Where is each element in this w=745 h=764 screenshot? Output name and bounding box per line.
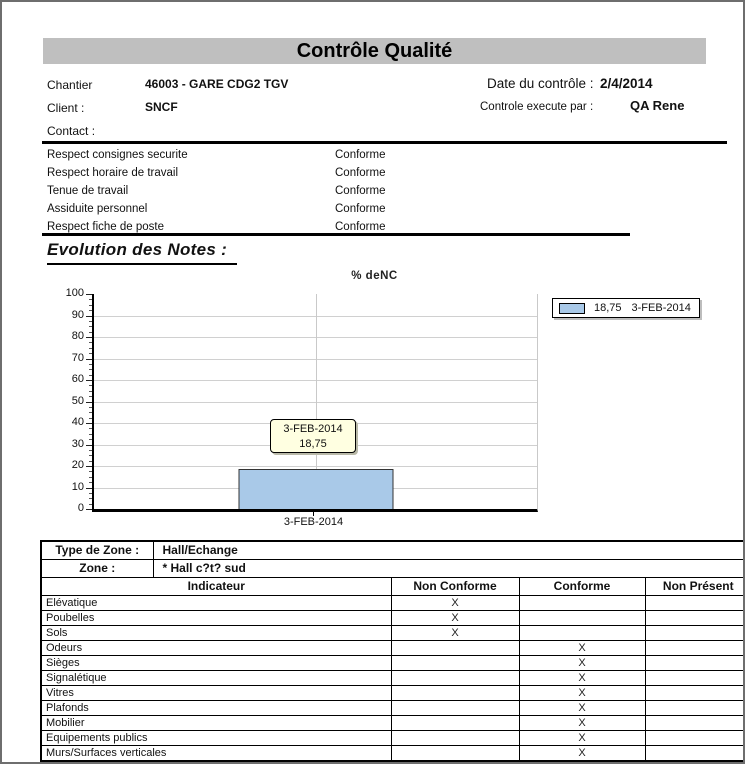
mark-cell-non-conforme: X — [391, 610, 519, 625]
separator-checklist — [42, 233, 630, 236]
table-row — [41, 640, 745, 655]
mark-cell-non-conforme — [391, 655, 519, 670]
mark-cell-non-conforme — [391, 670, 519, 685]
zone-type-row — [41, 541, 745, 559]
zone-name-value: * Hall c?t? sud — [153, 559, 745, 577]
y-major-tick — [86, 509, 92, 510]
col-non-present: Non Présent — [645, 577, 745, 595]
y-minor-tick — [89, 412, 92, 413]
mark-cell-non-present — [645, 730, 745, 745]
mark-cell-conforme: X — [519, 655, 645, 670]
legend-category: 3-FEB-2014 — [631, 302, 691, 314]
y-minor-tick — [89, 407, 92, 408]
y-minor-tick — [89, 477, 92, 478]
mark-cell-non-conforme: X — [391, 595, 519, 610]
mark-cell-conforme — [519, 595, 645, 610]
mark-cell-non-present — [645, 640, 745, 655]
section-heading — [47, 240, 237, 265]
mark-cell-non-present — [645, 715, 745, 730]
mark-cell-conforme: X — [519, 730, 645, 745]
x-axis-label: 3-FEB-2014 — [283, 516, 344, 528]
mark-cell-non-present — [645, 670, 745, 685]
table-row — [41, 700, 745, 715]
executor-value: QA Rene — [630, 98, 685, 113]
mark-cell-conforme: X — [519, 745, 645, 761]
page-title: Contrôle Qualité — [296, 40, 453, 62]
tooltip-value: 18,75 — [299, 438, 327, 450]
checklist-item-label: Respect fiche de poste — [47, 221, 164, 233]
chart-plot-area — [92, 294, 538, 512]
table-row — [41, 625, 745, 640]
mark-cell-non-conforme — [391, 745, 519, 761]
mark-cell-conforme — [519, 610, 645, 625]
indicator-name: Plafonds — [41, 700, 391, 715]
chantier-label: Chantier — [47, 78, 93, 92]
y-minor-tick — [89, 326, 92, 327]
zone-table-body — [41, 541, 745, 761]
chantier-value: 46003 - GARE CDG2 TGV — [145, 77, 289, 91]
mark-cell-non-present — [645, 700, 745, 715]
indicator-name: Odeurs — [41, 640, 391, 655]
y-major-tick — [86, 359, 92, 360]
mark-cell-non-conforme — [391, 715, 519, 730]
executor-label: Controle execute par : — [480, 101, 594, 113]
mark-cell-non-present — [645, 745, 745, 761]
checklist-item-label: Respect horaire de travail — [47, 167, 179, 179]
col-non-conforme: Non Conforme — [391, 577, 519, 595]
y-major-tick — [86, 423, 92, 424]
indicator-name: Signalétique — [41, 670, 391, 685]
mark-cell-conforme: X — [519, 715, 645, 730]
y-major-tick — [86, 316, 92, 317]
table-row — [41, 655, 745, 670]
mark-cell-conforme: X — [519, 685, 645, 700]
y-tick-label: 50 — [71, 394, 84, 407]
indicator-name: Mobilier — [41, 715, 391, 730]
indicator-name: Vitres — [41, 685, 391, 700]
y-minor-tick — [89, 348, 92, 349]
tooltip-date: 3-FEB-2014 — [283, 423, 343, 435]
table-row — [41, 730, 745, 745]
date-controle-label: Date du contrôle : — [487, 76, 594, 91]
checklist-item-status: Conforme — [335, 167, 386, 179]
y-minor-tick — [89, 385, 92, 386]
indicator-name: Equipements publics — [41, 730, 391, 745]
table-row — [41, 610, 745, 625]
indicator-name: Sols — [41, 625, 391, 640]
checklist-item-status: Conforme — [335, 221, 386, 233]
y-major-tick — [86, 380, 92, 381]
mark-cell-non-present — [645, 595, 745, 610]
y-minor-tick — [89, 375, 92, 376]
mark-cell-non-conforme — [391, 700, 519, 715]
mark-cell-conforme — [519, 625, 645, 640]
y-major-tick — [86, 445, 92, 446]
checklist-item-label: Assiduite personnel — [47, 203, 148, 215]
checklist-row — [2, 183, 745, 201]
zone-name-label: Zone : — [41, 559, 153, 577]
y-major-tick — [86, 466, 92, 467]
table-row — [41, 595, 745, 610]
mark-cell-conforme: X — [519, 670, 645, 685]
mark-cell-conforme: X — [519, 640, 645, 655]
indicator-header-row — [41, 577, 745, 595]
table-row — [41, 715, 745, 730]
col-conforme: Conforme — [519, 577, 645, 595]
y-tick-label: 0 — [77, 502, 84, 514]
y-minor-tick — [89, 299, 92, 300]
checklist-item-label: Respect consignes securite — [47, 149, 188, 161]
mark-cell-non-conforme — [391, 685, 519, 700]
y-minor-tick — [89, 391, 92, 392]
indicator-name: Sièges — [41, 655, 391, 670]
y-major-tick — [86, 294, 92, 295]
y-minor-tick — [89, 305, 92, 306]
chart-bar — [238, 469, 393, 509]
y-minor-tick — [89, 450, 92, 451]
y-minor-tick — [89, 455, 92, 456]
zone-table — [40, 540, 745, 762]
mark-cell-non-conforme: X — [391, 625, 519, 640]
indicator-name: Poubelles — [41, 610, 391, 625]
mark-cell-non-conforme — [391, 640, 519, 655]
y-tick-label: 40 — [71, 416, 84, 428]
client-label: Client : — [47, 101, 85, 115]
report-title-bar — [43, 38, 706, 64]
y-tick-label: 80 — [71, 330, 84, 342]
y-minor-tick — [89, 332, 92, 333]
checklist-item-label: Tenue de travail — [47, 185, 129, 197]
checklist-item-status: Conforme — [335, 203, 386, 215]
col-indicateur: Indicateur — [41, 577, 391, 595]
table-row — [41, 670, 745, 685]
y-minor-tick — [89, 353, 92, 354]
y-tick-label: 100 — [65, 287, 84, 299]
checklist-item-status: Conforme — [335, 185, 386, 197]
y-minor-tick — [89, 342, 92, 343]
zone-table-wrap — [40, 540, 734, 762]
checklist-row — [2, 165, 745, 183]
y-tick-label: 60 — [71, 373, 84, 385]
contact-label: Contact : — [47, 124, 96, 138]
bar-tooltip — [270, 419, 356, 453]
y-minor-tick — [89, 439, 92, 440]
checklist-row — [2, 147, 745, 165]
chart-title: % deNC — [351, 270, 398, 282]
y-minor-tick — [89, 504, 92, 505]
separator-top — [42, 141, 727, 144]
y-minor-tick — [89, 396, 92, 397]
indicator-name: Murs/Surfaces verticales — [41, 745, 391, 761]
y-tick-label: 10 — [71, 480, 84, 493]
y-minor-tick — [89, 482, 92, 483]
y-minor-tick — [89, 498, 92, 499]
table-row — [41, 745, 745, 761]
zone-name-row — [41, 559, 745, 577]
nc-evolution-chart — [42, 268, 707, 534]
indicator-name: Elévatique — [41, 595, 391, 610]
mark-cell-non-present — [645, 625, 745, 640]
mark-cell-conforme: X — [519, 700, 645, 715]
chart-legend — [552, 298, 700, 318]
y-tick-label: 30 — [71, 437, 84, 450]
y-minor-tick — [89, 321, 92, 322]
y-minor-tick — [89, 471, 92, 472]
y-tick-label: 70 — [71, 351, 84, 364]
mark-cell-non-present — [645, 685, 745, 700]
y-tick-label: 90 — [71, 308, 84, 321]
y-minor-tick — [89, 493, 92, 494]
y-minor-tick — [89, 310, 92, 311]
mark-cell-non-present — [645, 610, 745, 625]
table-row — [41, 685, 745, 700]
zone-type-value: Hall/Echange — [153, 541, 745, 559]
checklist-row — [2, 201, 745, 219]
date-controle-value: 2/4/2014 — [600, 76, 653, 91]
y-minor-tick — [89, 434, 92, 435]
y-major-tick — [86, 488, 92, 489]
client-value: SNCF — [145, 100, 178, 114]
legend-swatch — [559, 303, 585, 314]
y-minor-tick — [89, 369, 92, 370]
mark-cell-non-present — [645, 655, 745, 670]
y-major-tick — [86, 402, 92, 403]
y-major-tick — [86, 337, 92, 338]
y-tick-label: 20 — [71, 459, 84, 471]
checklist — [2, 147, 745, 237]
checklist-item-status: Conforme — [335, 149, 386, 161]
y-minor-tick — [89, 428, 92, 429]
legend-value: 18,75 — [594, 302, 622, 314]
y-minor-tick — [89, 418, 92, 419]
y-minor-tick — [89, 364, 92, 365]
mark-cell-non-conforme — [391, 730, 519, 745]
zone-type-label: Type de Zone : — [41, 541, 153, 559]
y-minor-tick — [89, 461, 92, 462]
section-title: Evolution des Notes : — [47, 240, 237, 265]
